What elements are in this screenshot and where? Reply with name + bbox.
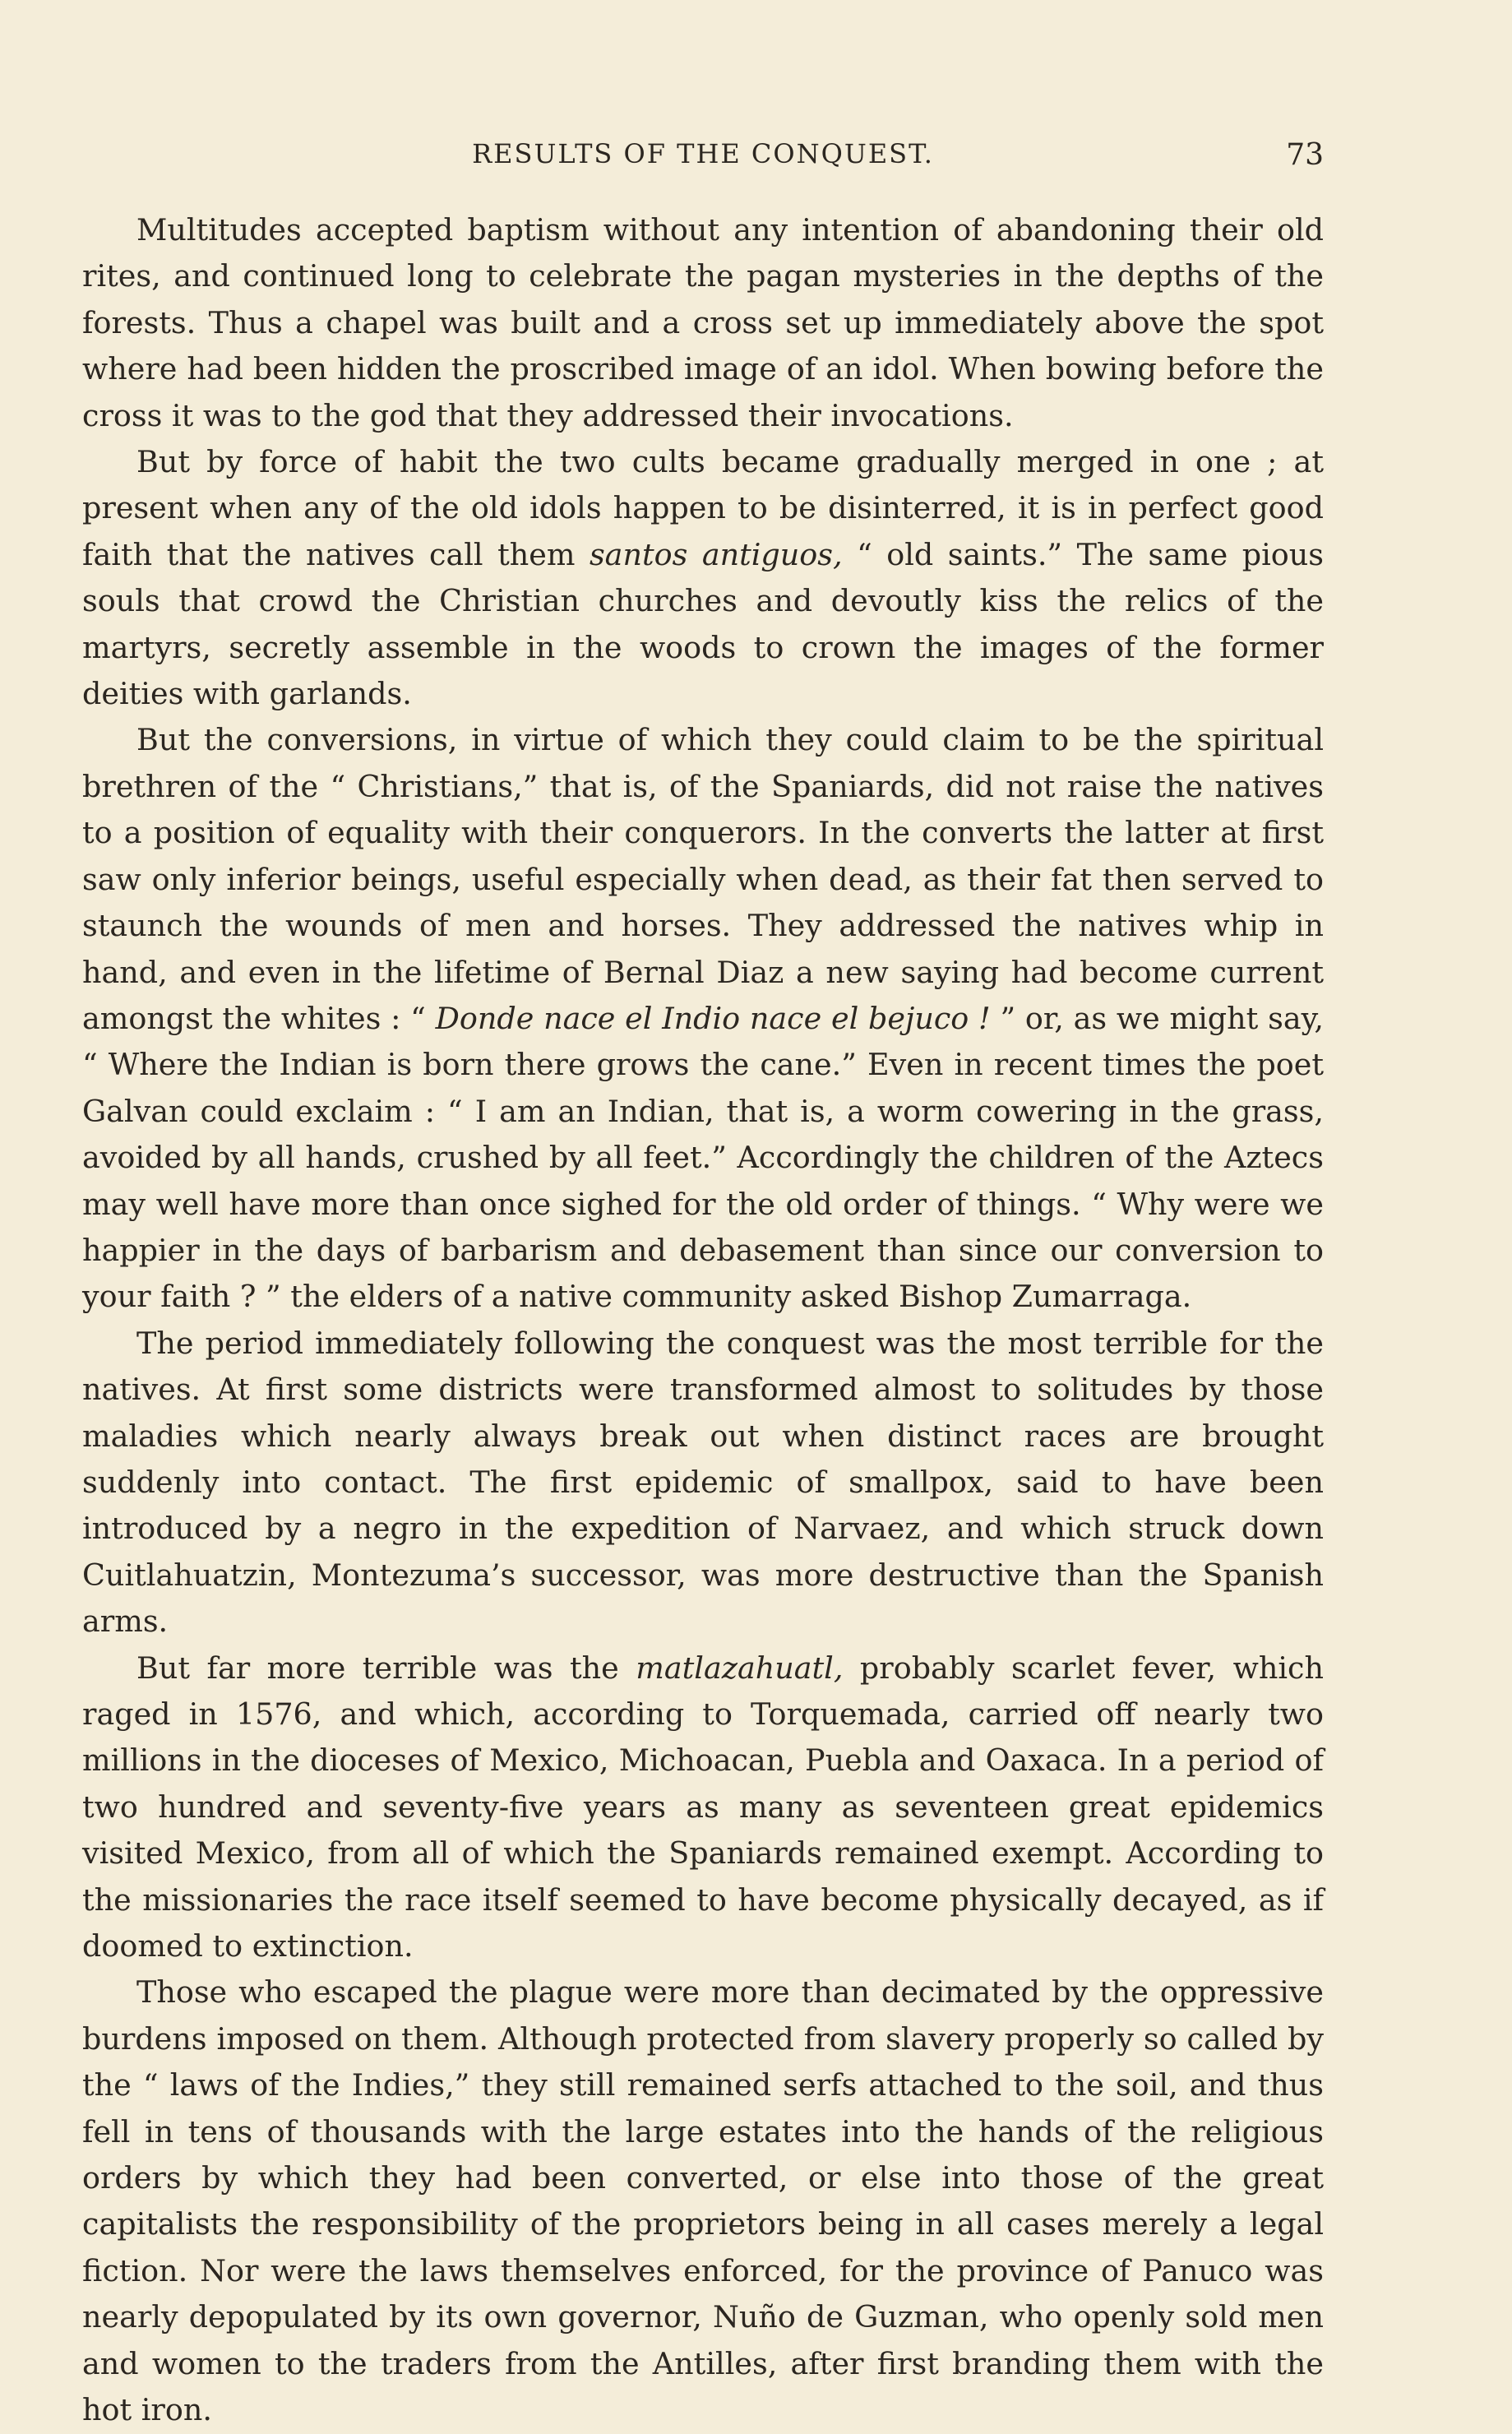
page-number: 73 [1286,138,1324,172]
italic-quote: Donde nace el Indio nace el bejuco ! [435,1000,991,1036]
italic-term: santos antiguos, [589,536,843,572]
paragraph-text: Multitudes accepted baptism without any intention of abandoning their old rites, and continued long to celebrate the pagan mysteries in the depths of the forests. Thus a chapel was built and a cross set up immediately above the spot where had been hidden the proscribed image of an idol. When bowing before the cross it was to the god that they addressed their invocations. [82,212,1324,433]
paragraph-text: But the conversions, in virtue of which they could claim to be the spiritual brethren of the “ Christians,” that is, of the Spaniards, did not raise the natives to a position of equality with their conquerors. In the converts the latter at first saw only inferior beings, useful especially when dead, as their fat then served to staunch the wounds of men and horses. They addressed the natives whip in hand, and even in the lifetime of Bernal Diaz a new saying had become current amongst the whites : “ [82,722,1324,1036]
paragraph [82,1969,1324,2433]
paragraph [82,1321,1324,1645]
paragraph-text: “ old saints.” The same pious souls that crowd the Christian churches and devoutly kiss the relics of the martyrs, secretly assemble in the woods to crown the images of the former deities with garlands. [82,536,1324,712]
paragraph-text: ” or, as we might say, “ Where the Indian is born there grows the cane.” Even in recent times the poet Galvan could exclaim : “ I am an Indian, that is, a worm cowering in the grass, avoided by all hands, crushed by all feet.” Accordingly the children of the Aztecs may well have more than once sighed for the old order of things. “ Why were we happier in the days of barbarism and debasement than since our conversion to your faith ? ” the elders of a native community asked Bishop Zumarraga. [82,1000,1324,1315]
paragraph [82,1645,1324,1970]
paragraph-text: Those who escaped the plague were more than decimated by the oppressive burdens imposed on them. Although protected from slavery properly so called by the “ laws of the Indies,” they still remained serfs attached to the soil, and thus fell in tens of thousands with the large estates into the hands of the religious orders by which they had been converted, or else into those of the great capitalists the responsibility of the proprietors being in all cases merely a legal fiction. Nor were the laws themselves enforced, for the province of Panuco was nearly depopulated by its own governor, Nuño de Guzman, who openly sold men and women to the traders from the Antilles, after first branding them with the hot iron. [82,1974,1324,2428]
paragraph-text: But by force of habit the two cults became gradually merged in one ; at present when any of the old idols happen to be disinterred, it is in perfect good faith that the natives call them [82,444,1324,572]
paragraph-text: But far more terrible was the [136,1650,636,1686]
paragraph-text: The period immediately following the conquest was the most terrible for the natives. At first some districts were transformed almost to solitudes by those maladies which nearly always break out when distinct races are brought suddenly into contact. The first epidemic of smallpox, said to have been introduced by a negro in the expedition of Narvaez, and which struck down Cuitlahuatzin, Montezuma’s successor, was more destructive than the Spanish arms. [82,1325,1324,1640]
running-head: RESULTS OF THE CONQUEST. [472,138,934,169]
paragraph [82,717,1324,1320]
paragraph [82,439,1324,717]
page-header [82,132,1324,181]
paragraph-text: probably scarlet fever, which raged in 1576, and which, according to Torquemada, carried off nearly two millions in the dioceses of Mexico, Michoacan, Puebla and Oaxaca. In a period of two hundred and seventy-five years as many as seventeen great epidemics visited Mexico, from all of which the Spaniards remained exempt. According to the missionaries the race itself seemed to have become physically decayed, as if doomed to extinction. [82,1650,1324,1964]
italic-term: matlazahuatl, [636,1650,844,1686]
paragraph [82,207,1324,439]
body-text [82,207,1324,2434]
